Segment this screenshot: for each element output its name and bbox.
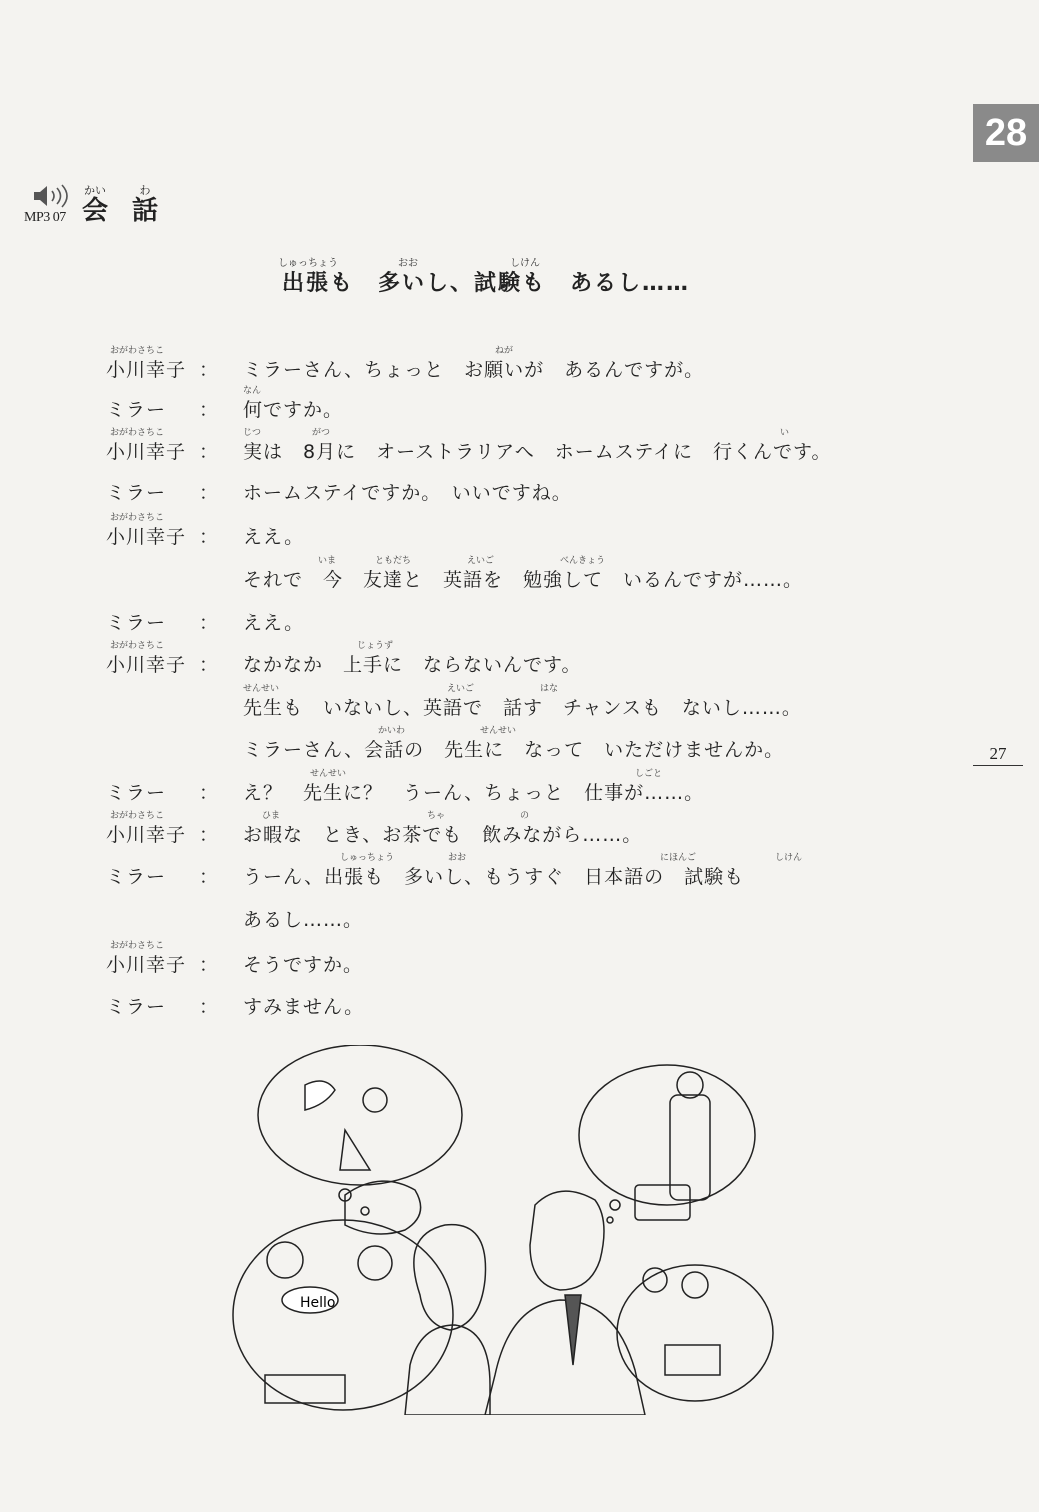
furigana: ちゃ (427, 811, 446, 821)
furigana: せんせい (480, 726, 517, 736)
page-number-rule (973, 765, 1023, 766)
dialogue-line (0, 811, 1039, 864)
dialogue-text: ええ。 (243, 526, 305, 548)
speaker-name: ミラー (106, 399, 167, 421)
dialogue-text: あるし……。 (243, 909, 364, 931)
furigana: せんせい (243, 684, 280, 694)
furigana: なん (243, 386, 262, 396)
furigana: しけん (775, 853, 803, 863)
speaker-colon: ： (199, 441, 219, 463)
speaker-name: 小川幸子 (106, 359, 187, 381)
speaker-furigana: おがわさちこ (110, 346, 165, 356)
dialogue-line (0, 641, 1039, 694)
furigana: べんきょう (560, 556, 606, 566)
furigana: ともだち (375, 556, 412, 566)
hello-bubble-text: Hello (300, 1295, 336, 1311)
dialogue-line (0, 992, 1039, 1036)
woman-figure (414, 1225, 486, 1330)
dialogue-text: そうですか。 (243, 954, 364, 976)
thought-bubble-australia (258, 1045, 462, 1185)
furigana: えいご (467, 556, 495, 566)
dialogue-line (0, 556, 1039, 609)
furigana: ひま (262, 811, 281, 821)
speaker-name: 小川幸子 (106, 954, 187, 976)
furigana: がつ (312, 428, 331, 438)
speaker-name: ミラー (106, 782, 167, 804)
dialogue-line (0, 941, 1039, 994)
furigana: えいご (447, 684, 475, 694)
furigana: しごと (635, 769, 663, 779)
speaker-colon: ： (199, 359, 219, 381)
dialogue-text: すみません。 (243, 996, 365, 1018)
dialogue-text: それで 今 友達と 英語を 勉強して いるんですが……。 (243, 569, 804, 591)
speaker-name: 小川幸子 (106, 824, 187, 846)
thought-bubble-study (617, 1265, 773, 1401)
dialogue-line (0, 684, 1039, 737)
dialogue-line (0, 346, 1039, 399)
dialogue-text: ホームステイですか。 いいですね。 (243, 482, 572, 504)
section-title-char: わ 話 (131, 184, 158, 226)
dialogue-text: うーん、出張も 多いし、もうすぐ 日本語の 試験も (243, 866, 745, 888)
speaker-icon[interactable] (32, 183, 72, 209)
speaker-colon: ： (199, 654, 219, 676)
speaker-furigana: おがわさちこ (110, 513, 165, 523)
dialogue-text: 何ですか。 (243, 399, 344, 421)
speaker-name: 小川幸子 (106, 654, 187, 676)
speaker-name: ミラー (106, 866, 167, 888)
furigana: にほんご (660, 853, 697, 863)
furigana: じつ (243, 428, 262, 438)
conversation-illustration (225, 1045, 785, 1415)
section-title-char: かい 会 (81, 184, 108, 226)
thought-bubble-travel (579, 1065, 755, 1205)
furigana: おお (448, 853, 467, 863)
audio-track-label: MP3 07 (24, 210, 66, 225)
dialogue-heading: 出張も 多いし、試験も あるし…… (282, 271, 691, 296)
dialogue-line (0, 428, 1039, 481)
furigana: しゅっちょう (340, 853, 395, 863)
dialogue-text: なかなか 上手に ならないんです。 (243, 654, 582, 676)
speaker-name: ミラー (106, 612, 167, 634)
dialogue-text: ミラーさん、会話の 先生に なって いただけませんか。 (243, 739, 785, 761)
furigana: はな (540, 684, 559, 694)
speaker-colon: ： (199, 482, 219, 504)
furigana: い (780, 428, 790, 438)
speaker-colon: ： (199, 954, 219, 976)
furigana: せんせい (310, 769, 347, 779)
speaker-colon: ： (199, 782, 219, 804)
dialogue-line (0, 853, 1039, 906)
dialogue-line (0, 726, 1039, 779)
speaker-colon: ： (199, 612, 219, 634)
dialogue-text: ええ。 (243, 612, 305, 634)
furigana: の (520, 811, 530, 821)
speaker-furigana: おがわさちこ (110, 941, 165, 951)
speaker-furigana: おがわさちこ (110, 811, 165, 821)
dialogue-text: お暇な とき、お茶でも 飲みながら……。 (243, 824, 643, 846)
speaker-colon: ： (199, 866, 219, 888)
speaker-name: ミラー (106, 482, 167, 504)
lesson-number-tab: 28 (973, 104, 1039, 162)
dialogue-line (0, 513, 1039, 566)
speaker-name: 小川幸子 (106, 526, 187, 548)
speaker-colon: ： (199, 526, 219, 548)
dialogue-text: ミラーさん、ちょっと お願いが あるんですが。 (243, 359, 705, 381)
dialogue-text: え？ 先生に？ うーん、ちょっと 仕事が……。 (243, 782, 705, 804)
page-number: 27 (989, 744, 1007, 763)
speaker-name: ミラー (106, 996, 167, 1018)
furigana: いま (318, 556, 337, 566)
speaker-colon: ： (199, 996, 219, 1018)
speaker-name: 小川幸子 (106, 441, 187, 463)
speaker-colon: ： (199, 399, 219, 421)
dialogue-text: 実は 8月に オーストラリアへ ホームステイに 行くんです。 (243, 441, 832, 463)
thought-bubble-english-class (233, 1220, 453, 1410)
textbook-page: 28 MP3 07 かい 会 わ 話 しゅっちょう おお しけん 出張も 多いし、試験も あるし…… おがわさちこ 小川幸子 ： ねが ミラーさん、ちょっと お願いが あるんですが。 ミラー ： なん 何ですか。 おがわさちこ 小川幸子 ： じつ がつ い 実は 8月に オーストラリアへ ホームステイに 行くんです。 ミラー ： ホームステイですか。 いいですね。 おがわさちこ 小川幸子 ： ええ。 いま ともだち えいご べんきょう それで 今 友達と 英語を 勉強して いるんですが……。 ミラー ： ええ。 おがわさちこ 小川幸子 ： じょうず なかなか 上手に ならないんです。 せんせい えいご はな 先生も いないし、英語で 話す チャンスも ないし……。 かいわ せんせい ミラーさん、会話の 先生に なって いただけませんか。 ミラー ： せんせい しごと え？ 先生に？ うーん、ちょっと 仕事が……。 おがわさちこ 小川幸子 ： ひま ちゃ の お暇な とき、お茶でも 飲みながら……。 ミラー ： しゅっちょう おお にほんご しけん うーん、出張も 多いし、もうすぐ 日本語の 試験も あるし……。 おがわさちこ 小川幸子 ： そうですか。 ミラー ： すみません。 27 Hello (0, 0, 1039, 1512)
speaker-furigana: おがわさちこ (110, 641, 165, 651)
speaker-colon: ： (199, 824, 219, 846)
furigana: ねが (495, 346, 514, 356)
furigana: じょうず (357, 641, 394, 651)
furigana: かいわ (378, 726, 406, 736)
dialogue-text: 先生も いないし、英語で 話す チャンスも ないし……。 (243, 697, 802, 719)
man-figure (530, 1191, 604, 1290)
speaker-furigana: おがわさちこ (110, 428, 165, 438)
